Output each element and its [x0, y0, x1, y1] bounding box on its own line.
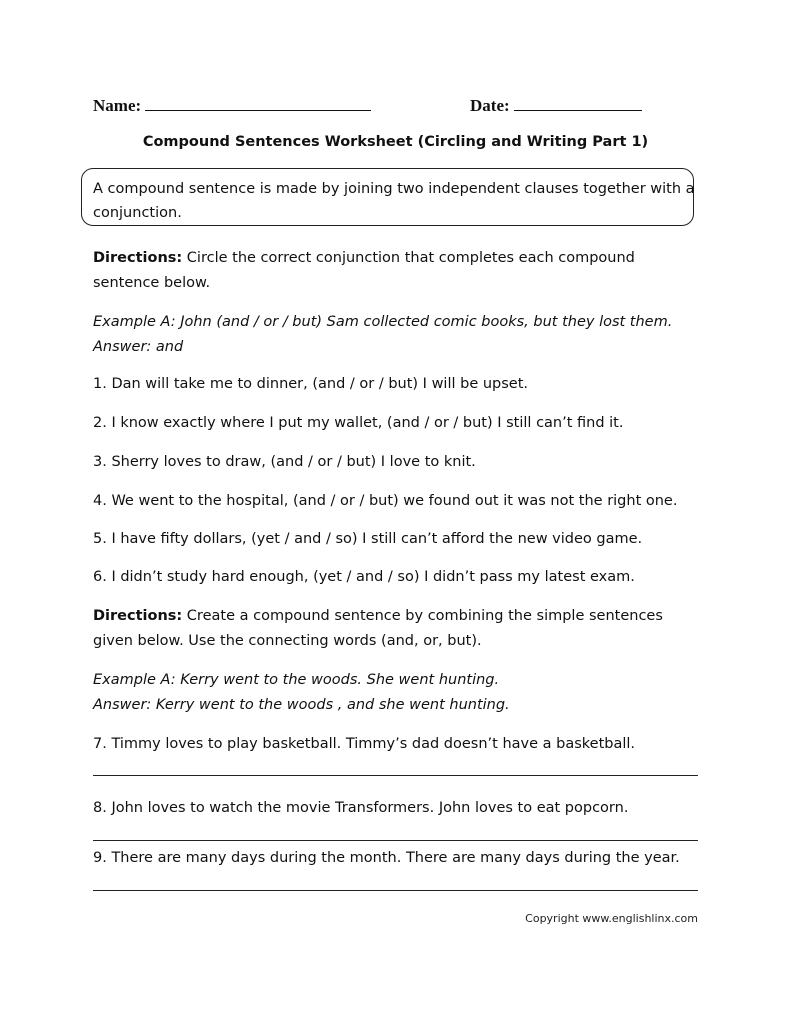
question-7: 7. Timmy loves to play basketball. Timmy’s dad doesn’t have a basketball. [93, 736, 636, 752]
answer-line-9[interactable] [93, 890, 698, 891]
section2-directions [93, 604, 703, 654]
definition-box [81, 168, 694, 226]
copyright-text: Copyright www.englishlinx.com [525, 912, 698, 925]
date-blank-line[interactable] [514, 92, 642, 111]
question-2: 2. I know exactly where I put my wallet, (and / or / but) I still can’t find it. [93, 415, 624, 431]
name-label: Name: [93, 96, 142, 115]
question-5: 5. I have fifty dollars, (yet / and / so) I still can’t afford the new video game. [93, 531, 643, 547]
name-field [93, 92, 371, 116]
question-9: 9. There are many days during the month. There are many days during the year. [93, 850, 680, 866]
name-blank-line[interactable] [145, 92, 371, 111]
section2-example-line-2: Answer: Kerry went to the woods , and she went hunting. [93, 697, 510, 713]
answer-line-8[interactable] [93, 840, 698, 841]
section2-directions-text-2: given below. Use the connecting words (and, or, but). [93, 633, 482, 649]
question-1: 1. Dan will take me to dinner, (and / or / but) I will be upset. [93, 376, 529, 392]
section1-directions-text-2: sentence below. [93, 275, 211, 291]
section1-directions [93, 246, 703, 296]
section2-example [93, 668, 703, 718]
date-field [470, 92, 642, 116]
header-row [93, 92, 653, 120]
definition-line-2: conjunction. [93, 205, 182, 221]
section1-directions-text-1: Circle the correct conjunction that completes each compound [182, 250, 635, 266]
section2-directions-text-1: Create a compound sentence by combining the simple sentences [182, 608, 663, 624]
section1-example-line-2: Answer: and [93, 339, 184, 355]
section2-directions-label: Directions: [93, 608, 183, 624]
definition-line-1: A compound sentence is made by joining two independent clauses together with a [93, 181, 695, 197]
date-label: Date: [470, 96, 510, 115]
question-4: 4. We went to the hospital, (and / or / but) we found out it was not the right one. [93, 493, 678, 509]
question-3: 3. Sherry loves to draw, (and / or / but) I love to knit. [93, 454, 476, 470]
section1-example [93, 310, 703, 360]
worksheet-title: Compound Sentences Worksheet (Circling and Writing Part 1) [142, 134, 649, 150]
section1-example-line-1: Example A: John (and / or / but) Sam collected comic books, but they lost them. [93, 314, 673, 330]
section2-example-line-1: Example A: Kerry went to the woods. She went hunting. [93, 672, 500, 688]
question-8: 8. John loves to watch the movie Transformers. John loves to eat popcorn. [93, 800, 629, 816]
section1-directions-label: Directions: [93, 250, 183, 266]
answer-line-7[interactable] [93, 775, 698, 776]
question-6: 6. I didn’t study hard enough, (yet / and / so) I didn’t pass my latest exam. [93, 569, 635, 585]
